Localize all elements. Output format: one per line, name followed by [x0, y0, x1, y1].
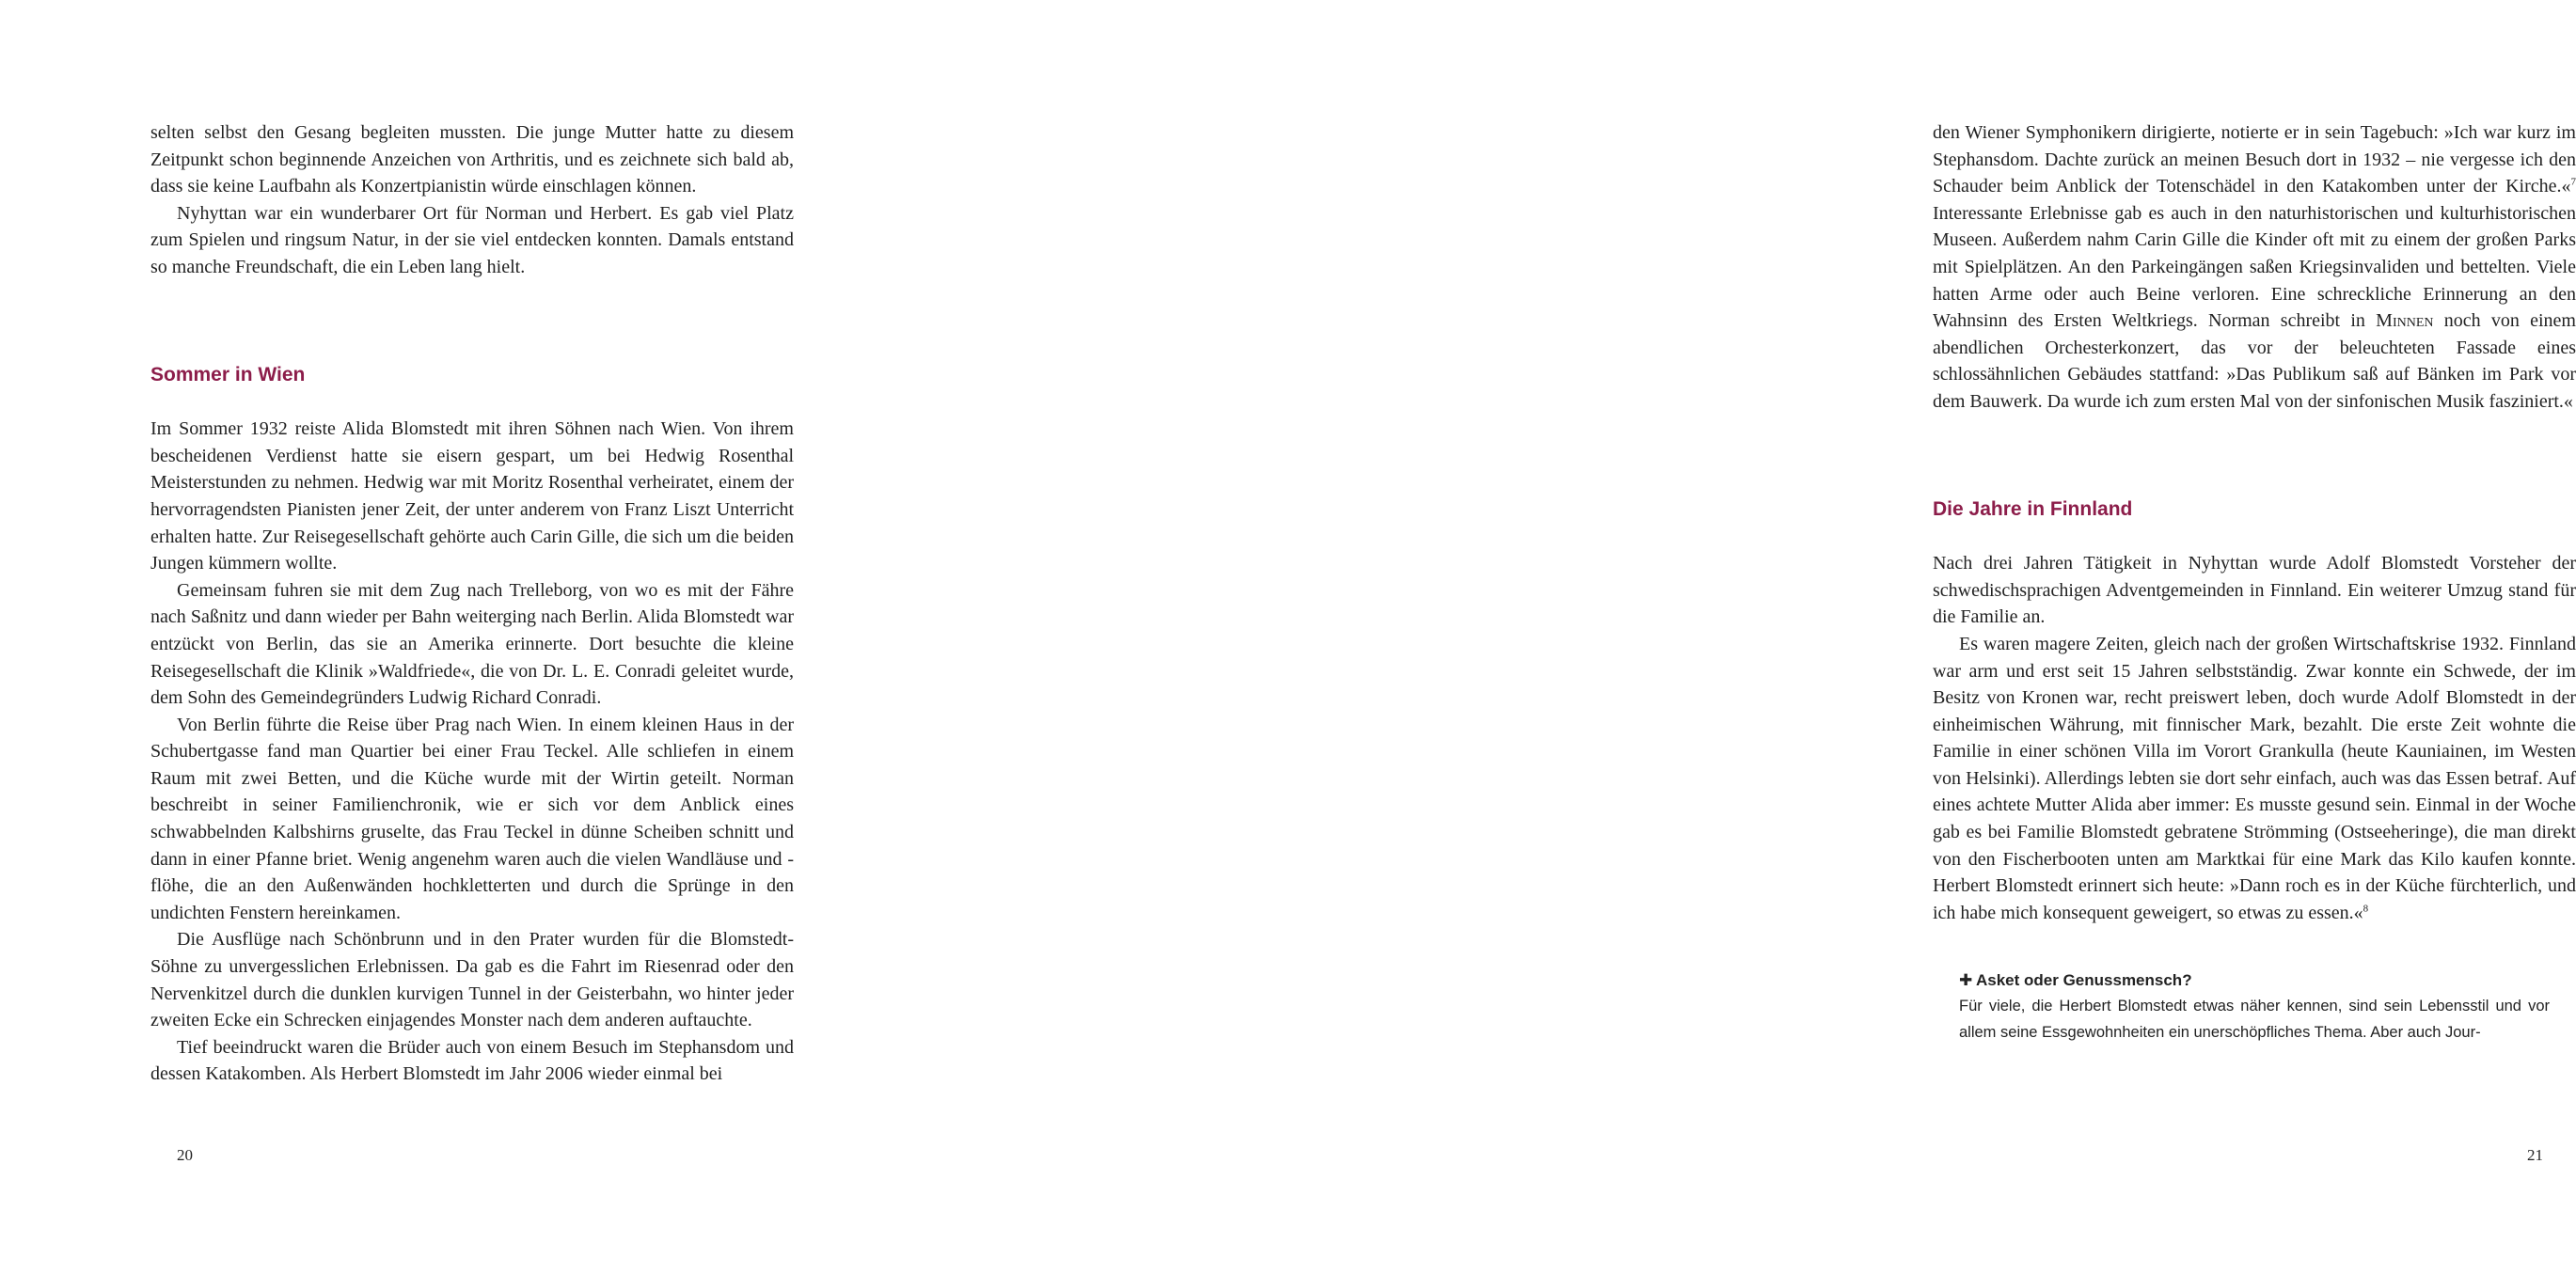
right-text-column [1933, 119, 2576, 1046]
left-paragraph-5: Von Berlin führte die Reise über Prag nach Wien. In einem kleinen Haus in der Schubertgasse fand man Quartier bei einer Frau Teckel. Alle schliefen in einem Raum mit zwei Betten, und die Küche wurde mit der Wirtin geteilt. Norman beschreibt in seiner Familienchronik, wie er sich vor dem Anblick eines schwabbelnden Kalbshirns gruselte, das Frau Teckel in dünne Scheiben schnitt und dann in einer Pfanne briet. Wenig angenehm waren auch die vielen Wandläuse und -flöhe, die an den Außenwänden hochkletterten und durch die Sprünge in den undichten Fenstern hereinkamen. [150, 714, 794, 923]
book-title-minnen: Minnen [2376, 310, 2434, 332]
left-text-column [150, 119, 794, 1088]
right-paragraph-2: Nach drei Jahren Tätigkeit in Nyhyttan wurde Adolf Blomstedt Vorsteher der schwedischsprachigen Adventgemeinden in Finnland. Ein weiterer Umzug stand für die Familie an. [1933, 553, 2576, 628]
info-box-title-text: Asket oder Genussmensch? [1976, 971, 2192, 990]
footnote-marker-7: 7 [2570, 176, 2576, 188]
text-run: Es waren magere Zeiten, gleich nach der großen Wirtschaftskrise 1932. Finnland war arm und erst seit 15 Jahren selbstständig. Zwar konnte ein Schwede, der im Besitz von Kronen war, recht preiswert leben, doch wurde Adolf Blomstedt in der einheimischen Währung, mit finnischer Mark, bezahlt. Die erste Zeit wohnte die Familie in einer schönen Villa im Vorort Grankulla (heute Kauniainen, im Westen von Helsinki). Allerdings lebten sie dort sehr einfach, auch was das Essen betraf. Auf eines achtete Mutter Alida aber immer: Es musste gesund sein. Einmal in der Woche gab es bei Familie Blomstedt gebratene Strömming (Ostseeheringe), die man direkt von den Fischerbooten unten am Marktkai für eine Mark das Kilo kaufen konnte. Herbert Blomstedt erinnert sich heute: »Dann roch es in der Küche fürchterlich, und ich habe mich konsequent geweigert, so etwas zu essen.« [1933, 633, 2576, 923]
right-paragraph-3 [1933, 631, 2576, 927]
left-paragraph-1: selten selbst den Gesang begleiten mussten. Die junge Mutter hatte zu diesem Zeitpunkt schon beginnende Anzeichen von Arthritis, und es zeichnete sich bald ab, dass sie keine Laufbahn als Konzertpianistin würde einschlagen können. [150, 122, 794, 197]
left-paragraph-3: Im Sommer 1932 reiste Alida Blomstedt mit ihren Söhnen nach Wien. Von ihrem bescheidenen Verdienst hatte sie eisern gespart, um bei Hedwig Rosenthal Meisterstunden zu nehmen. Hedwig war mit Moritz Rosenthal verheiratet, einem der hervorragendsten Pianisten jener Zeit, der unter anderem von Franz Liszt Unterricht erhalten hatte. Zur Reisegesellschaft gehörte auch Carin Gille, die sich um die beiden Jungen kümmern wollte. [150, 418, 794, 574]
section-heading-die-jahre-in-finnland: Die Jahre in Finnland [1933, 497, 2133, 520]
left-paragraph-6: Die Ausflüge nach Schönbrunn und in den Prater wurden für die Blomstedt-Söhne zu unvergesslichen Erlebnissen. Da gab es die Fahrt im Riesenrad oder den Nervenkitzel durch die dunklen kurvigen Tunnel in der Geisterbahn, wo hinter jeder zweiten Ecke ein Schrecken einjagendes Monster nach dem anderen auftauchte. [150, 929, 794, 1031]
info-box-title [1959, 967, 2550, 993]
footnote-marker-8: 8 [2363, 903, 2369, 915]
text-run: Interessante Erlebnisse gab es auch in den naturhistorischen und kulturhistorischen Museen. Außerdem nahm Carin Gille die Kinder oft mit zu einem der großen Parks mit Spielplätzen. An den Parkeingängen saßen Kriegsinvaliden und bettelten. Viele hatten Arme oder auch Beine verloren. Eine schreckliche Erinnerung an den Wahnsinn des Ersten Weltkriegs. Norman schreibt in [1933, 202, 2576, 332]
right-page [903, 0, 2576, 1274]
text-run: noch von einem abendlichen Orchesterkonzert, das vor der beleuchteten Fassade eines schlossähnlichen Gebäudes stattfand: »Das Publikum saß auf Bänken im Park vor dem Bauwerk. Da wurde ich zum ersten Mal von der sinfonischen Musik fasziniert.« [1933, 310, 2576, 412]
info-box-text: Für viele, die Herbert Blomstedt etwas näher kennen, sind sein Lebensstil und vor allem seine Essgewohnheiten ein unerschöpfliches Thema. Aber auch Jour- [1959, 998, 2550, 1042]
plus-icon: ✚ [1959, 971, 1973, 990]
right-paragraph-1 [1933, 119, 2576, 416]
left-paragraph-2: Nyhyttan war ein wunderbarer Ort für Norman und Herbert. Es gab viel Platz zum Spielen und ringsum Natur, in der sie viel entdecken konnten. Damals entstand so manche Freundschaft, die ein Leben lang hielt. [150, 202, 794, 277]
info-box [1959, 967, 2550, 1046]
left-page [0, 0, 903, 1274]
text-run: den Wiener Symphonikern dirigierte, notierte er in sein Tagebuch: »Ich war kurz im Stephansdom. Dachte zurück an meinen Besuch dort in 1932 – nie vergesse ich den Schauder beim Anblick der Totenschädel in den Katakomben unter der Kirche.« [1933, 122, 2576, 197]
left-paragraph-7: Tief beeindruckt waren die Brüder auch von einem Besuch im Stephansdom und dessen Katakomben. Als Herbert Blomstedt im Jahr 2006 wieder einmal bei [150, 1036, 794, 1085]
page-number-left: 20 [177, 1146, 193, 1164]
section-heading-sommer-in-wien: Sommer in Wien [150, 363, 306, 385]
left-paragraph-4: Gemeinsam fuhren sie mit dem Zug nach Trelleborg, von wo es mit der Fähre nach Saßnitz und dann wieder per Bahn weiterging nach Berlin. Alida Blomstedt war entzückt von Berlin, das sie an Amerika erinnerte. Dort besuchte die kleine Reisegesellschaft die Klinik »Waldfriede«, die von Dr. L. E. Conradi geleitet wurde, dem Sohn des Gemeindegründers Ludwig Richard Conradi. [150, 579, 794, 709]
page-number-right: 21 [2527, 1146, 2543, 1164]
